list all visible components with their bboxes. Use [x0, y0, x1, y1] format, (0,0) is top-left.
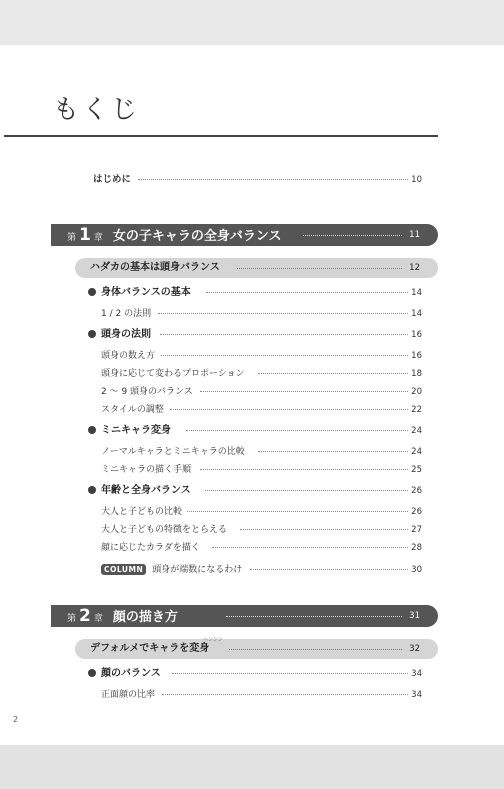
leader-dots: [172, 673, 408, 674]
leader-dots: [138, 179, 408, 180]
chapter-number: 1: [79, 225, 91, 245]
section-pill-1: [75, 258, 438, 278]
entry-page: 16: [411, 330, 422, 340]
leader-dots: [212, 547, 408, 548]
toc-entry-intro: [0, 173, 504, 187]
leader-dots: [200, 469, 408, 470]
toc-entry: [0, 349, 504, 363]
toc-entry-column: [0, 563, 504, 577]
toc-entry: [0, 463, 504, 477]
chapter-title: 女の子キャラの全身バランス: [112, 229, 282, 244]
entry-label: 顔に応じたカラダを描く: [101, 543, 200, 553]
chapter-page: 31: [409, 611, 420, 621]
leader-dots: [206, 292, 408, 293]
chapter-heading: [67, 224, 282, 249]
entry-label: スタイルの調整: [101, 405, 164, 415]
entry-label: COLUMN 頭身が端数になるわけ: [101, 563, 242, 577]
entry-page: 30: [411, 565, 422, 575]
entry-label: 1 / 2 の法則: [101, 309, 152, 319]
bullet-icon: [88, 669, 96, 677]
pill-page: 12: [409, 263, 420, 273]
pill-page: 32: [409, 644, 420, 654]
entry-page: 34: [411, 690, 422, 700]
leader-dots: [170, 409, 408, 410]
entry-page: 24: [411, 426, 422, 436]
page-number: 2: [13, 715, 19, 724]
leader-dots: [205, 490, 408, 491]
column-badge: COLUMN: [101, 564, 146, 575]
toc-page: [0, 45, 504, 745]
entry-label: ノーマルキャラとミニキャラの比較: [101, 447, 245, 457]
entry-page: 18: [411, 369, 422, 379]
entry-label: 頭身の法則: [88, 328, 151, 342]
chapter-1-header: [51, 224, 438, 246]
bullet-icon: [88, 426, 96, 434]
leader-dots: [160, 334, 408, 335]
toc-entry: [0, 541, 504, 555]
chapter-suffix: 章: [93, 614, 103, 624]
pill-label: デフォルメでキャラを変身: [90, 643, 210, 654]
entry-page: 16: [411, 351, 422, 361]
entry-label: ミニキャラ変身: [88, 424, 171, 438]
chapter-suffix: 章: [93, 233, 103, 243]
entry-page: 10: [411, 175, 422, 185]
entry-label: 顔のバランス: [88, 667, 161, 681]
bullet-icon: [88, 330, 96, 338]
leader-dots: [187, 511, 408, 512]
leader-dots: [258, 451, 408, 452]
toc-entry: [0, 484, 504, 498]
entry-page: 20: [411, 387, 422, 397]
pill-label: ハダカの基本は頭身バランス: [90, 262, 220, 273]
toc-entry: [0, 424, 504, 438]
entry-page: 14: [411, 309, 422, 319]
leader-dots: [258, 373, 408, 374]
toc-entry: [0, 286, 504, 300]
entry-label: 身体バランスの基本: [88, 286, 191, 300]
leader-dots: [303, 235, 402, 236]
toc-entry: [0, 307, 504, 321]
toc-entry: [0, 667, 504, 681]
page-title: もくじ: [53, 95, 141, 125]
toc-entry: [0, 688, 504, 702]
entry-label: 正面顔の比率: [101, 690, 156, 700]
entry-page: 22: [411, 405, 422, 415]
toc-entry: [0, 385, 504, 399]
toc-entry: [0, 367, 504, 381]
chapter-number: 2: [79, 606, 91, 626]
entry-page: 14: [411, 288, 422, 298]
toc-entry: [0, 403, 504, 417]
entry-page: 26: [411, 507, 422, 517]
entry-page: 34: [411, 669, 422, 679]
entry-label: 大人と子どもの比較: [101, 507, 183, 517]
leader-dots: [200, 391, 408, 392]
leader-dots: [158, 313, 408, 314]
leader-dots: [186, 430, 408, 431]
chapter-page: 11: [409, 230, 420, 240]
toc-entry: [0, 445, 504, 459]
entry-page: 28: [411, 543, 422, 553]
leader-dots: [161, 355, 408, 356]
entry-page: 26: [411, 486, 422, 496]
ruby-text: ヘンシン: [203, 637, 223, 643]
toc-entry: [0, 505, 504, 519]
title-rule: [4, 135, 438, 137]
chapter-2-header: [51, 605, 438, 627]
entry-label: 2 ～ 9 頭身のバランス: [101, 387, 193, 397]
leader-dots: [226, 616, 402, 617]
entry-page: 27: [411, 525, 422, 535]
bullet-icon: [88, 486, 96, 494]
leader-dots: [229, 649, 402, 650]
chapter-heading: [67, 605, 178, 630]
toc-entry: [0, 328, 504, 342]
leader-dots: [250, 569, 408, 570]
entry-label: ミニキャラの描く手順: [101, 465, 192, 475]
leader-dots: [237, 268, 402, 269]
entry-label: 頭身の数え方: [101, 351, 156, 361]
entry-label: 大人と子どもの特徴をとらえる: [101, 525, 228, 535]
entry-label: 年齢と全身バランス: [88, 484, 191, 498]
leader-dots: [240, 529, 408, 530]
chapter-prefix: 第: [67, 614, 77, 624]
section-pill-2: [75, 639, 438, 659]
leader-dots: [162, 694, 408, 695]
chapter-title: 顔の描き方: [112, 610, 178, 625]
entry-label: 頭身に応じて変わるプロポーション: [101, 369, 245, 379]
entry-page: 24: [411, 447, 422, 457]
chapter-prefix: 第: [67, 233, 77, 243]
entry-page: 25: [411, 465, 422, 475]
viewer-footer: [0, 745, 504, 789]
entry-label: はじめに: [93, 174, 132, 185]
toc-entry: [0, 523, 504, 537]
bullet-icon: [88, 288, 96, 296]
